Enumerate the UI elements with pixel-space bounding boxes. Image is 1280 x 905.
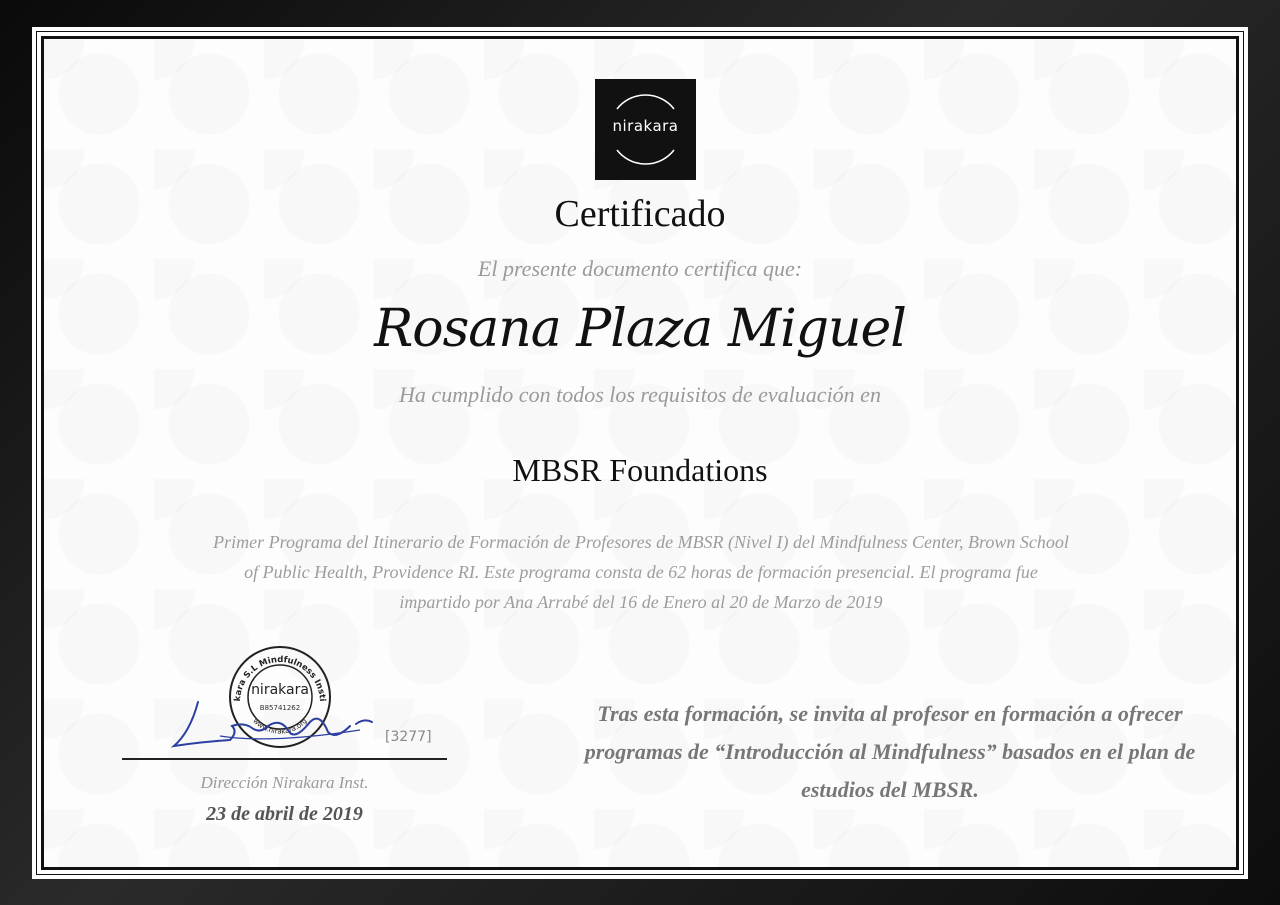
signature-date: 23 de abril de 2019: [206, 803, 363, 825]
certificate-title: Certificado: [554, 193, 726, 235]
course-name: MBSR Foundations: [512, 452, 768, 488]
logo-text: nirakara: [612, 117, 679, 135]
stamp-center-text: nirakara: [251, 682, 309, 698]
handwritten-signature: [160, 682, 380, 752]
signature-line: [122, 758, 447, 760]
recipient-name: Rosana Plaza Miguel: [374, 299, 906, 359]
stamp-url: www.nirakara.org: [251, 716, 309, 736]
course-description: Primer Programa del Itinerario de Formación de Profesores de MBSR (Nivel I) del Mindfulness Center, Brown School of Public Health, Providence RI. Este programa consta de 62 horas de formación presencial. El programa fue impartido por Ana Arrabé del 16 de Enero al 20 de Marzo de 2019: [213, 532, 1069, 612]
signature-role: Dirección Nirakara Inst.: [200, 773, 369, 792]
signature-code: [3277]: [385, 729, 432, 745]
stamp-number: B85741262: [259, 704, 301, 712]
certificate-intro: El presente documento certifica que:: [477, 256, 803, 281]
stamp-ring-text: kara S.L Mindfulness Insti: [232, 654, 328, 702]
nirakara-logo: [595, 79, 696, 180]
invitation-text: Tras esta formación, se invita al profesor en formación a ofrecer programas de “Introducción al Mindfulness” basados en el plan de estudios del MBSR.: [584, 701, 1196, 802]
requirement-text: Ha cumplido con todos los requisitos de evaluación en: [399, 382, 881, 407]
certificate-sheet: [32, 27, 1248, 879]
